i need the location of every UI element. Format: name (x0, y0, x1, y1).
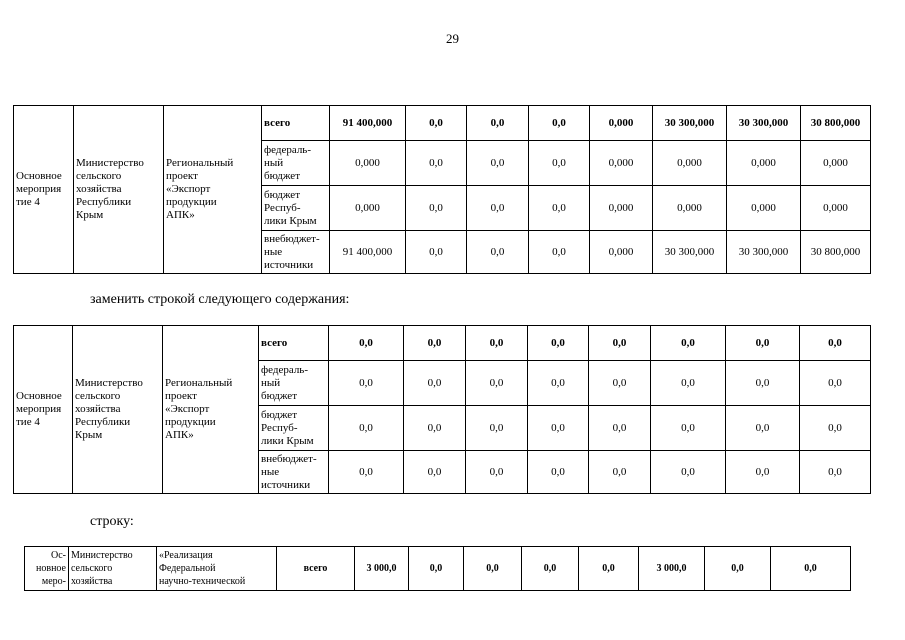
table-next-row (24, 546, 851, 591)
value-cell: 0,0 (726, 451, 800, 494)
value-cell: 0,0 (466, 406, 528, 451)
value-cell: 30 300,000 (653, 106, 727, 141)
value-cell: 0,000 (727, 141, 801, 186)
project-cell: Региональный проект «Экспорт продукции АПК» (164, 106, 262, 274)
value-cell: 91 400,000 (330, 231, 406, 274)
value-cell: 0,000 (590, 231, 653, 274)
activity-cell: Ос- новное меро- (25, 547, 69, 591)
table-original (13, 105, 871, 274)
value-cell: 0,0 (528, 326, 589, 361)
value-cell: 0,0 (726, 406, 800, 451)
value-cell: 0,0 (800, 326, 871, 361)
row-label: внебюджет- ные источники (259, 451, 329, 494)
value-cell: 0,0 (329, 406, 404, 451)
row-label: бюджет Респуб- лики Крым (259, 406, 329, 451)
table-replacement (13, 325, 871, 494)
table-row (14, 106, 871, 141)
value-cell: 0,0 (467, 231, 529, 274)
value-cell: 0,0 (409, 547, 464, 591)
project-cell: «Реализация Федеральной научно-технической (157, 547, 277, 591)
value-cell: 0,0 (800, 361, 871, 406)
ministry-cell: Министерство сельского хозяйства (69, 547, 157, 591)
value-cell: 0,0 (522, 547, 579, 591)
row-label: всего (277, 547, 355, 591)
value-cell: 0,0 (529, 186, 590, 231)
value-cell: 0,000 (590, 186, 653, 231)
value-cell: 0,0 (589, 361, 651, 406)
ministry-cell: Министерство сельского хозяйства Республики Крым (74, 106, 164, 274)
value-cell: 0,0 (406, 106, 467, 141)
value-cell: 30 300,000 (727, 231, 801, 274)
line-instruction: строку: (90, 514, 134, 529)
value-cell: 0,000 (590, 141, 653, 186)
value-cell: 0,000 (653, 141, 727, 186)
value-cell: 3 000,0 (639, 547, 705, 591)
table-row (14, 326, 871, 361)
value-cell: 0,0 (406, 186, 467, 231)
value-cell: 0,0 (404, 361, 466, 406)
row-label: всего (259, 326, 329, 361)
value-cell: 0,0 (800, 406, 871, 451)
value-cell: 0,0 (651, 406, 726, 451)
value-cell: 30 800,000 (801, 231, 871, 274)
value-cell: 0,0 (466, 451, 528, 494)
value-cell: 0,0 (467, 106, 529, 141)
row-label: внебюджет- ные источники (262, 231, 330, 274)
value-cell: 0,000 (330, 141, 406, 186)
value-cell: 0,0 (771, 547, 851, 591)
value-cell: 0,0 (726, 361, 800, 406)
value-cell: 0,0 (467, 141, 529, 186)
activity-cell: Основное мероприя тие 4 (14, 326, 73, 494)
value-cell: 0,0 (406, 141, 467, 186)
row-label: бюджет Респуб- лики Крым (262, 186, 330, 231)
value-cell: 0,0 (705, 547, 771, 591)
value-cell: 30 800,000 (801, 106, 871, 141)
value-cell: 0,000 (801, 141, 871, 186)
row-label: всего (262, 106, 330, 141)
replace-instruction: заменить строкой следующего содержания: (90, 292, 350, 307)
value-cell: 30 300,000 (727, 106, 801, 141)
value-cell: 0,0 (529, 106, 590, 141)
value-cell: 0,0 (651, 451, 726, 494)
value-cell: 0,000 (653, 186, 727, 231)
value-cell: 30 300,000 (653, 231, 727, 274)
value-cell: 0,0 (404, 326, 466, 361)
value-cell: 0,0 (589, 451, 651, 494)
value-cell: 0,0 (466, 361, 528, 406)
ministry-cell: Министерство сельского хозяйства Республики Крым (73, 326, 163, 494)
value-cell: 3 000,0 (355, 547, 409, 591)
value-cell: 0,0 (651, 326, 726, 361)
value-cell: 0,0 (589, 406, 651, 451)
value-cell: 91 400,000 (330, 106, 406, 141)
value-cell: 0,0 (406, 231, 467, 274)
value-cell: 0,0 (404, 406, 466, 451)
value-cell: 0,000 (727, 186, 801, 231)
value-cell: 0,0 (466, 326, 528, 361)
row-label: федераль- ный бюджет (262, 141, 330, 186)
value-cell: 0,0 (329, 451, 404, 494)
value-cell: 0,000 (801, 186, 871, 231)
value-cell: 0,0 (579, 547, 639, 591)
value-cell: 0,0 (467, 186, 529, 231)
value-cell: 0,0 (529, 231, 590, 274)
project-cell: Региональный проект «Экспорт продукции АПК» (163, 326, 259, 494)
value-cell: 0,0 (800, 451, 871, 494)
value-cell: 0,0 (726, 326, 800, 361)
value-cell: 0,0 (528, 406, 589, 451)
value-cell: 0,0 (404, 451, 466, 494)
value-cell: 0,0 (528, 451, 589, 494)
value-cell: 0,0 (329, 326, 404, 361)
value-cell: 0,0 (528, 361, 589, 406)
table-row (25, 547, 851, 591)
value-cell: 0,000 (330, 186, 406, 231)
value-cell: 0,0 (464, 547, 522, 591)
activity-cell: Основное мероприя тие 4 (14, 106, 74, 274)
value-cell: 0,000 (590, 106, 653, 141)
value-cell: 0,0 (651, 361, 726, 406)
value-cell: 0,0 (529, 141, 590, 186)
value-cell: 0,0 (589, 326, 651, 361)
value-cell: 0,0 (329, 361, 404, 406)
page-number: 29 (446, 31, 459, 46)
row-label: федераль- ный бюджет (259, 361, 329, 406)
